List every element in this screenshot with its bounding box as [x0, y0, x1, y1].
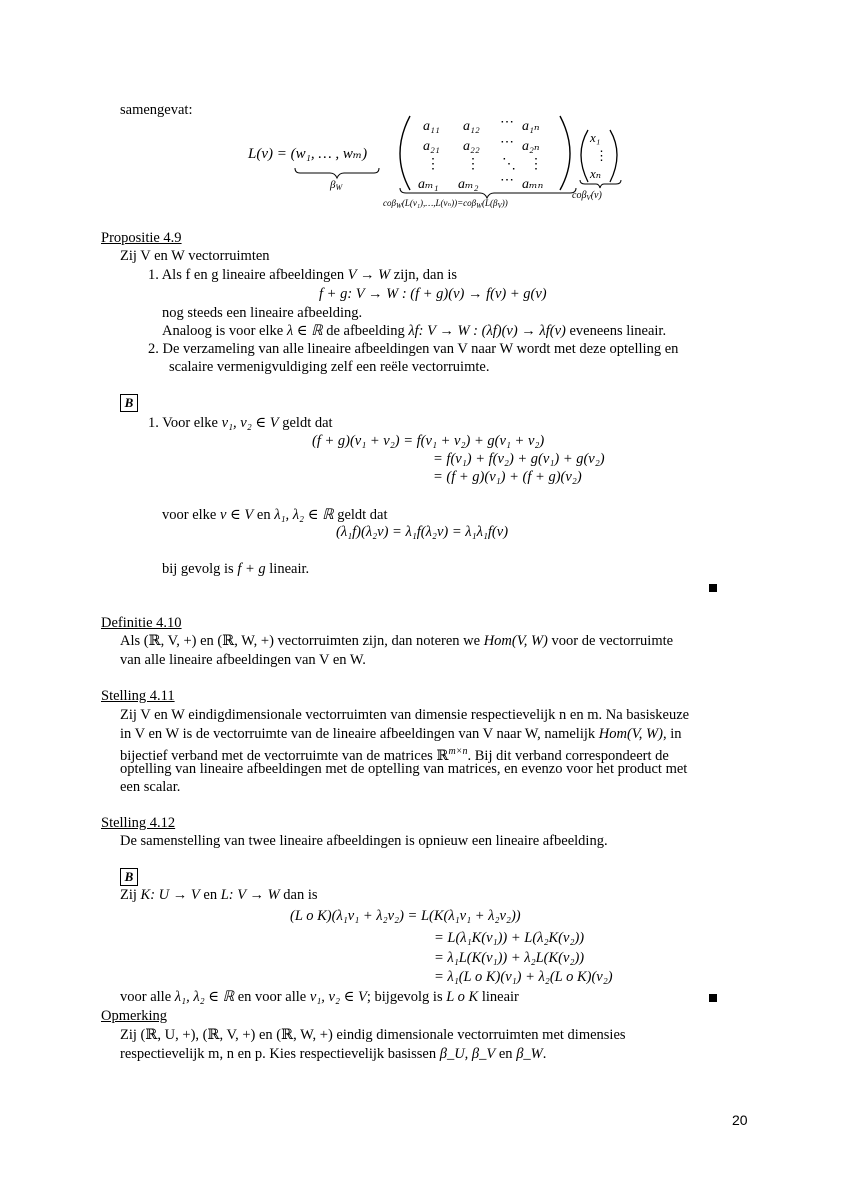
st411-line4: optelling van lineaire afbeeldingen met de optelling van matrices, en evenzo voor het product met	[120, 761, 688, 777]
svg-text:⋯: ⋯	[500, 115, 514, 130]
proof2-eq2: = L(λ₁K(v₁)) + L(λ₂K(v₂))	[434, 930, 585, 946]
prop49-title: Propositie 4.9	[101, 230, 182, 246]
proof1-eq4: (λ₁f)(λ₂v) = λ₁f(λ₂v) = λ₁λ₁f(v)	[336, 524, 509, 540]
st411-line3: bijectief verband met de vectorruimte van de matrices ℝ$^{m\times n}$. Bij dit verband correspondeert de	[120, 746, 669, 764]
proof1-line3: bij gevolg is f + g lineair.	[162, 561, 310, 577]
proof1-line2: voor elke v ∈ V en λ₁, λ₂ ∈ ℝ geldt dat	[162, 507, 388, 523]
matrix-entries	[418, 115, 544, 192]
qed-square-1	[709, 584, 717, 592]
proof-box-2: B	[120, 868, 138, 886]
vector-entries	[589, 130, 608, 181]
st412-title: Stelling 4.12	[101, 815, 176, 831]
under-matrix-label: $co\beta_W(L(v_1),\dots,L(v_n))=co\beta_W(L(\beta_V))$	[383, 198, 508, 210]
prop49-line2: 1. Als f en g lineaire afbeeldingen V → W zijn, dan is	[148, 267, 458, 283]
prop49-line5: Analoog is voor elke λ ∈ ℝ de afbeelding λf: V → W : (λf)(v) → λf(v) eveneens lineair.	[162, 323, 667, 339]
def410-line1: Als (ℝ, V, +) en (ℝ, W, +) vectorruimten zijn, dan noteren we Hom(V, W) voor de vectorruimte	[120, 633, 674, 649]
proof2-eq3: = λ₁L(K(v₁)) + λ₂L(K(v₂))	[434, 950, 585, 966]
svg-text:x₁: x₁	[590, 130, 601, 145]
formula-lhs: L(v) = (w₁, … , wₘ)	[248, 146, 368, 162]
svg-text:⋯: ⋯	[500, 135, 514, 150]
page-number: 20	[732, 1112, 748, 1128]
proof-box-1: B	[120, 394, 138, 412]
def410-title: Definitie 4.10	[101, 615, 182, 631]
svg-text:a₁₂: a₁₂	[463, 119, 480, 134]
under-vector-label: coβ$_V$(v)	[572, 190, 602, 202]
formula-beta-w: βW	[330, 179, 343, 192]
svg-text:aₘ₂: aₘ₂	[458, 177, 479, 192]
st411-line5: een scalar.	[120, 779, 181, 795]
prop49-line7: scalaire vermenigvuldiging zelf een reële vectorruimte.	[169, 359, 490, 375]
svg-text:xₙ: xₙ	[590, 166, 602, 181]
svg-text:a₂₂: a₂₂	[463, 139, 480, 154]
prop49-line4: nog steeds een lineaire afbeelding.	[162, 305, 363, 321]
proof1-line1: 1. Voor elke v₁, v₂ ∈ V geldt dat	[148, 415, 333, 431]
remark-line2: respectievelijk m, n en p. Kies respectievelijk basissen β_U, β_V en β_W.	[120, 1046, 547, 1062]
svg-text:a₂₁: a₂₁	[423, 139, 440, 154]
proof1-eq3: = (f + g)(v₁) + (f + g)(v₂)	[433, 469, 582, 485]
st411-line1: Zij V en W eindigdimensionale vectorruimten van dimensie respectievelijk n en m. Na basiskeuze	[120, 707, 690, 723]
prop49-line1: Zij V en W vectorruimten	[120, 248, 270, 264]
qed-square-2	[709, 994, 717, 1002]
st411-line2: in V en W is de vectorruimte van de lineaire afbeeldingen van V naar W, namelijk Hom(V, W), in	[120, 726, 682, 742]
proof2-line1: Zij K: U → V en L: V → W dan is	[120, 887, 318, 903]
prop49-formula: f + g: V → W : (f + g)(v) → f(v) + g(v)	[319, 286, 547, 302]
proof2-line2: voor alle λ₁, λ₂ ∈ ℝ en voor alle v₁, v₂ ∈ V; bijgevolg is L o K lineair	[120, 989, 519, 1005]
def410-line2: van alle lineaire afbeeldingen van V en W.	[120, 652, 366, 668]
svg-text:⋱: ⋱	[502, 157, 516, 172]
st412-line1: De samenstelling van twee lineaire afbeeldingen is opnieuw een lineaire afbeelding.	[120, 833, 608, 849]
proof1-eq1: (f + g)(v₁ + v₂) = f(v₁ + v₂) + g(v₁ + v₂)	[312, 433, 545, 449]
svg-text:⋮: ⋮	[426, 157, 440, 172]
svg-text:⋮: ⋮	[529, 157, 543, 172]
svg-text:a₁ₙ: a₁ₙ	[522, 119, 540, 134]
matrix-formula	[240, 110, 630, 214]
svg-text:⋮: ⋮	[466, 157, 480, 172]
prop49-line6: 2. De verzameling van alle lineaire afbeeldingen van V naar W wordt met deze optelling en	[148, 341, 679, 357]
svg-text:a₂ₙ: a₂ₙ	[522, 139, 540, 154]
proof2-eq4: = λ₁(L o K)(v₁) + λ₂(L o K)(v₂)	[434, 969, 613, 985]
svg-text:aₘₙ: aₘₙ	[522, 177, 544, 192]
proof2-eq1: (L o K)(λ₁v₁ + λ₂v₂) = L(K(λ₁v₁ + λ₂v₂))	[290, 908, 521, 924]
svg-text:a₁₁: a₁₁	[423, 119, 440, 134]
remark-line1: Zij (ℝ, U, +), (ℝ, V, +) en (ℝ, W, +) eindig dimensionale vectorruimten met dimensies	[120, 1027, 626, 1043]
proof1-eq2: = f(v₁) + f(v₂) + g(v₁) + g(v₂)	[433, 451, 605, 467]
svg-text:⋯: ⋯	[500, 173, 514, 188]
remark-title: Opmerking	[101, 1008, 168, 1024]
intro-text: samengevat:	[120, 102, 193, 118]
svg-text:⋮: ⋮	[595, 148, 608, 163]
svg-text:aₘ₁: aₘ₁	[418, 177, 439, 192]
st411-title: Stelling 4.11	[101, 688, 175, 704]
